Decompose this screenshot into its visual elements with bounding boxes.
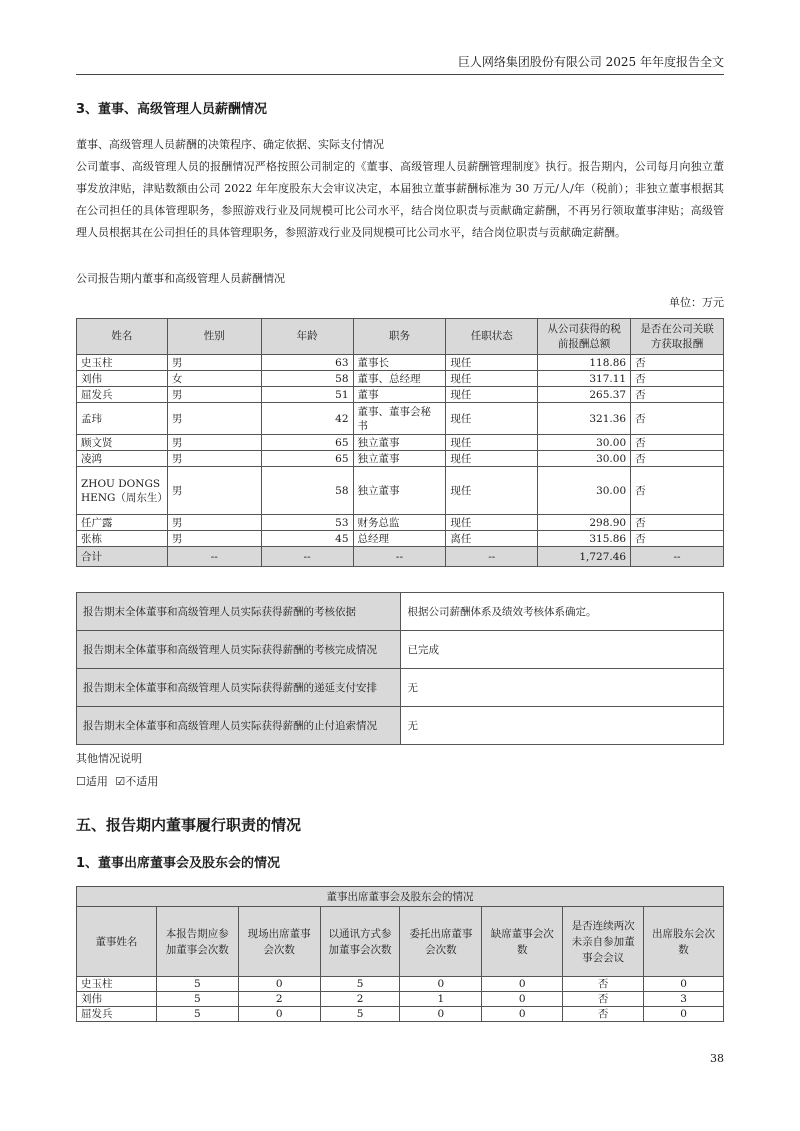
cell-status: 现任 xyxy=(446,467,538,515)
cell-value: 否 xyxy=(563,977,644,992)
cell-gender: 男 xyxy=(167,403,261,435)
total-row xyxy=(77,547,724,567)
cell-status: 现任 xyxy=(446,371,538,387)
col-header: 本报告期应参加董事会次数 xyxy=(156,907,238,977)
cell-name: 孟玮 xyxy=(77,403,168,435)
section-5-title: 五、报告期内董事履行职责的情况 xyxy=(76,816,302,834)
cell-title: 董事长 xyxy=(353,355,446,371)
cell-value: 0 xyxy=(238,1007,320,1022)
cell-age: 65 xyxy=(261,451,353,467)
section-3-subtitle: 董事、高级管理人员薪酬的决策程序、确定依据、实际支付情况 xyxy=(76,138,384,151)
cell-title: 财务总监 xyxy=(353,515,446,531)
cell-status: 现任 xyxy=(446,435,538,451)
cell-gender: 男 xyxy=(167,531,261,547)
apply-label: 适用 xyxy=(85,775,108,788)
col-header: 职务 xyxy=(353,319,446,355)
cell-value: 2 xyxy=(320,992,400,1007)
attendance-caption: 董事出席董事会及股东会的情况 xyxy=(77,887,724,907)
cell-value: 0 xyxy=(644,1007,724,1022)
cell-value: 0 xyxy=(482,1007,563,1022)
cell-gender: 男 xyxy=(167,355,261,371)
cell-age: 58 xyxy=(261,371,353,387)
cell-name: 顾文贤 xyxy=(77,435,168,451)
cell-age: 58 xyxy=(261,467,353,515)
cell-gender: 男 xyxy=(167,387,261,403)
table-row xyxy=(77,631,724,669)
cell-age: 63 xyxy=(261,355,353,371)
cell-gender: 男 xyxy=(167,467,261,515)
cell-age: 42 xyxy=(261,403,353,435)
cell-status: 现任 xyxy=(446,515,538,531)
cell-director: 屈发兵 xyxy=(77,1007,157,1022)
cell-name: 凌鸿 xyxy=(77,451,168,467)
table-row xyxy=(77,435,724,451)
cell-age: 51 xyxy=(261,387,353,403)
cell-title: 董事、总经理 xyxy=(353,371,446,387)
cell-value: 5 xyxy=(156,1007,238,1022)
col-header: 性别 xyxy=(167,319,261,355)
col-header: 是否在公司关联方获取报酬 xyxy=(631,319,724,355)
total-label: 合计 xyxy=(77,547,168,567)
attendance-caption-row xyxy=(77,887,724,907)
cell-value: 0 xyxy=(400,977,482,992)
total-dash: -- xyxy=(261,547,353,567)
cell-pay: 317.11 xyxy=(538,371,631,387)
cell-related: 否 xyxy=(631,355,724,371)
cell-value: 5 xyxy=(320,1007,400,1022)
table-row xyxy=(77,371,724,387)
assessment-question: 报告期末全体董事和高级管理人员实际获得薪酬的考核完成情况 xyxy=(77,631,401,669)
cell-related: 否 xyxy=(631,467,724,515)
assessment-question: 报告期末全体董事和高级管理人员实际获得薪酬的递延支付安排 xyxy=(77,669,401,707)
applicability-options xyxy=(76,771,724,793)
cell-title: 总经理 xyxy=(353,531,446,547)
cell-value: 0 xyxy=(644,977,724,992)
assessment-question: 报告期末全体董事和高级管理人员实际获得薪酬的考核依据 xyxy=(77,593,401,631)
cell-value: 否 xyxy=(563,1007,644,1022)
cell-gender: 男 xyxy=(167,451,261,467)
section-3-body: 公司董事、高级管理人员的报酬情况严格按照公司制定的《董事、高级管理人员薪酬管理制度》执行。报告期内，公司每月向独立董事发放津贴，津贴数额由公司 2022 年年度股东大会审议决定，本届独立董事薪酬标准为 30 万元/人/年（税前）；非独立董事根据其在公司担任的具体管理职务，参照游戏行业及同规模可比公司水平，结合岗位职责与贡献确定薪酬，不再另行领取董事津贴；高级管理人员根据其在公司担任的具体管理职务，参照游戏行业及同规模可比公司水平，结合岗位职责与贡献确定薪酬。 xyxy=(76,160,724,239)
cell-age: 45 xyxy=(261,531,353,547)
table-row xyxy=(77,593,724,631)
col-header: 委托出席董事会次数 xyxy=(400,907,482,977)
assessment-answer: 已完成 xyxy=(401,631,724,669)
cell-gender: 女 xyxy=(167,371,261,387)
cell-title: 独立董事 xyxy=(353,467,446,515)
cell-related: 否 xyxy=(631,371,724,387)
cell-pay: 315.86 xyxy=(538,531,631,547)
cell-pay: 298.90 xyxy=(538,515,631,531)
cell-title: 独立董事 xyxy=(353,435,446,451)
cell-related: 否 xyxy=(631,387,724,403)
cell-status: 离任 xyxy=(446,531,538,547)
header-title: 巨人网络集团股份有限公司 2025 年年度报告全文 xyxy=(457,55,724,69)
cell-value: 2 xyxy=(238,992,320,1007)
cell-name: 刘伟 xyxy=(77,371,168,387)
cell-pay: 118.86 xyxy=(538,355,631,371)
total-dash: -- xyxy=(631,547,724,567)
cell-pay: 265.37 xyxy=(538,387,631,403)
cell-value: 1 xyxy=(400,992,482,1007)
total-dash: -- xyxy=(353,547,446,567)
unit-label: 单位：万元 xyxy=(669,296,724,309)
cell-age: 65 xyxy=(261,435,353,451)
cell-title: 董事 xyxy=(353,387,446,403)
table-row xyxy=(77,1007,724,1022)
table-row xyxy=(77,451,724,467)
cell-related: 否 xyxy=(631,531,724,547)
cell-value: 5 xyxy=(320,977,400,992)
cell-gender: 男 xyxy=(167,435,261,451)
cell-pay: 30.00 xyxy=(538,435,631,451)
cell-value: 3 xyxy=(644,992,724,1007)
total-pay: 1,727.46 xyxy=(538,547,631,567)
col-header: 是否连续两次未亲自参加董事会会议 xyxy=(563,907,644,977)
section-3-title: 3、董事、高级管理人员薪酬情况 xyxy=(76,102,268,117)
table-row xyxy=(77,467,724,515)
table-row xyxy=(77,992,724,1007)
col-header: 出席股东会次数 xyxy=(644,907,724,977)
cell-gender: 男 xyxy=(167,515,261,531)
cell-value: 5 xyxy=(156,992,238,1007)
cell-related: 否 xyxy=(631,435,724,451)
cell-pay: 30.00 xyxy=(538,451,631,467)
col-header: 姓名 xyxy=(77,319,168,355)
cell-value: 0 xyxy=(400,1007,482,1022)
cell-name: 任广露 xyxy=(77,515,168,531)
cell-value: 0 xyxy=(482,992,563,1007)
cell-title: 董事、董事会秘书 xyxy=(353,403,446,435)
cell-status: 现任 xyxy=(446,403,538,435)
cell-name: ZHOU DONGSHENG（周东生） xyxy=(77,467,168,515)
pay-table-caption: 公司报告期内董事和高级管理人员薪酬情况 xyxy=(76,272,285,285)
col-header: 董事姓名 xyxy=(77,907,157,977)
total-dash: -- xyxy=(446,547,538,567)
section-5-1-title: 1、董事出席董事会及股东会的情况 xyxy=(76,856,281,871)
table-row xyxy=(77,387,724,403)
apply-checkbox[interactable]: ☐ xyxy=(76,775,86,788)
col-header: 缺席董事会次数 xyxy=(482,907,563,977)
cell-director: 史玉柱 xyxy=(77,977,157,992)
table-row xyxy=(77,707,724,745)
cell-status: 现任 xyxy=(446,355,538,371)
cell-value: 0 xyxy=(238,977,320,992)
other-info-label: 其他情况说明 xyxy=(76,752,142,765)
table-row xyxy=(77,515,724,531)
na-label: 不适用 xyxy=(125,775,159,788)
pay-table xyxy=(76,318,724,567)
attendance-header xyxy=(77,907,724,977)
assessment-question: 报告期末全体董事和高级管理人员实际获得薪酬的止付追索情况 xyxy=(77,707,401,745)
pay-table-header xyxy=(77,319,724,355)
cell-value: 否 xyxy=(563,992,644,1007)
cell-related: 否 xyxy=(631,403,724,435)
table-row xyxy=(77,669,724,707)
cell-status: 现任 xyxy=(446,387,538,403)
assessment-answer: 无 xyxy=(401,707,724,745)
cell-name: 史玉柱 xyxy=(77,355,168,371)
table-row xyxy=(77,355,724,371)
cell-pay: 30.00 xyxy=(538,467,631,515)
col-header: 以通讯方式参加董事会次数 xyxy=(320,907,400,977)
cell-age: 53 xyxy=(261,515,353,531)
cell-related: 否 xyxy=(631,451,724,467)
col-header: 现场出席董事会次数 xyxy=(238,907,320,977)
cell-director: 刘伟 xyxy=(77,992,157,1007)
cell-value: 5 xyxy=(156,977,238,992)
total-dash: -- xyxy=(167,547,261,567)
table-row xyxy=(77,977,724,992)
assessment-answer: 根据公司薪酬体系及绩效考核体系确定。 xyxy=(401,593,724,631)
page-number: 38 xyxy=(710,1052,724,1065)
assessment-answer: 无 xyxy=(401,669,724,707)
cell-title: 独立董事 xyxy=(353,451,446,467)
cell-related: 否 xyxy=(631,515,724,531)
cell-name: 张栋 xyxy=(77,531,168,547)
table-row xyxy=(77,403,724,435)
col-header: 年龄 xyxy=(261,319,353,355)
attendance-table xyxy=(76,886,724,1022)
cell-pay: 321.36 xyxy=(538,403,631,435)
col-header: 任职状态 xyxy=(446,319,538,355)
col-header: 从公司获得的税前报酬总额 xyxy=(538,319,631,355)
na-checkbox[interactable]: ☑ xyxy=(115,775,126,788)
assessment-table xyxy=(76,592,724,745)
cell-name: 屈发兵 xyxy=(77,387,168,403)
cell-value: 0 xyxy=(482,977,563,992)
table-row xyxy=(77,531,724,547)
page-header xyxy=(76,54,724,75)
cell-status: 现任 xyxy=(446,451,538,467)
